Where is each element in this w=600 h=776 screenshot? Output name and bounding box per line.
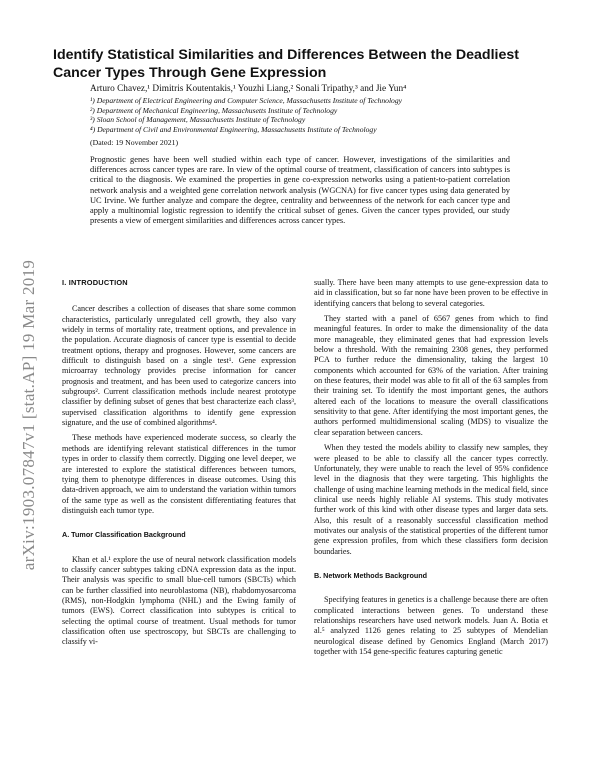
right-column: [314, 278, 548, 662]
body-paragraph: They started with a panel of 6567 genes from which to find meaningful features. In order to make the dimensionality of the data more manageable, they eliminated genes that had expression levels below a threshold. With the remaining 2308 genes, they performed PCA to further reduce the dimensionality, taking the largest 10 components which accounted for 63% of the variation. After training on these features, their model was able to fit all of the 63 samples from their training set. To identify the most important genes, the authors altered each of the locations to measure the overall classifications sensitivity to that gene. After identifying the most important genes, the authors performed multidimensional scaling (MDS) to visualize the clear separation between cancers.: [314, 314, 548, 437]
arxiv-identifier-sidebar: [14, 235, 44, 595]
affiliation-item: ⁴) Department of Civil and Environmental Engineering, Massachusetts Institute of Technology: [90, 124, 377, 134]
section-heading-introduction: I. INTRODUCTION: [62, 278, 128, 287]
affiliation-list: [90, 96, 402, 134]
date-line: (Dated: 19 November 2021): [90, 138, 179, 147]
subsection-heading-tumor-classification: A. Tumor Classification Background: [62, 530, 186, 540]
left-column: [62, 278, 296, 653]
affiliation-item: ³) Sloan School of Management, Massachusetts Institute of Technology: [90, 115, 306, 125]
arxiv-identifier-text: arXiv:1903.07847v1 [stat.AP] 19 Mar 2019: [19, 259, 39, 571]
body-paragraph: Cancer describes a collection of diseases that share some common characteristics, particularly unregulated cell growth, they also vary widely in terms of mortality rate, treatment options, and prevalence in the population. Accurate diagnosis of cancer type is essential to decide treatment options, therapy and prognoses. However, some cancers are difficult to distinguish based on a single test¹. Gene expression microarray technology provides precise information for cancer prognosis and treatment, and has been used to categorize cancers into subgroups². Current classification methods include nearest prototype classifier by defining subset of genes that best characterize each class³, supervised classification algorithms to identify gene expression signature, and the use of combined algorithms⁴.: [62, 304, 296, 428]
body-paragraph: Khan et al.¹ explore the use of neural network classification models to classify cancer subtypes taking cDNA expression data as the input. Their analysis was specific to small blue-cell tumors (SBCTs) which can be further classified into neuroblastoma (NB), rhabdomyosarcoma (RMS), non-Hodgkin lymphoma (NHL) and the Ewing family of tumors (EWS). Correct classification into subtypes is critical to selecting the optimal course of treatment. Usual methods for tumor classification often use spectroscopy, but SBCTs are challenging to classify vi-: [62, 554, 296, 647]
subsection-heading-network-methods: B. Network Methods Background: [314, 570, 428, 580]
affiliation-item: ¹) Department of Electrical Engineering and Computer Science, Massachusetts Institute of Technology: [90, 96, 403, 105]
paper-title: Identify Statistical Similarities and Differences Between the Deadliest Cancer Types Through Gene Expression: [53, 47, 519, 81]
body-paragraph: Specifying features in genetics is a challenge because there are often complicated interactions between genes. To understand these relationships researchers have used network models. Juan A. Botia et al.⁵ analyzed 1126 genes relating to 25 subtypes of Mendelian neurological disease defined by Genomics England (March 2017) together with 154 gene-specific features capturing genetic: [314, 595, 548, 656]
body-paragraph: These methods have experienced moderate success, so clearly the methods are identifying relevant statistical differences in the tumor types in order to classify them correctly. Digging one level deeper, we are interested to explore the statistical differences between tumors, tying them to phenotype differences in disease outcomes. Using this data-driven approach, we aim to understand the variation within tumors of the same type as well as the consistent differentiating features that distinguish each tumor type.: [62, 433, 296, 515]
body-paragraph: sually. There have been many attempts to use gene-expression data to aid in classification, but so far none have been proven to be effective in identifying cancers that belong to several categories.: [314, 278, 548, 308]
affiliation-item: ²) Department of Mechanical Engineering, Massachusetts Institute of Technology: [90, 105, 338, 115]
body-paragraph: When they tested the models ability to classify new samples, they were pleased to be able to classify all the cancer types correctly. Unfortunately, they were unable to reach the level of 95% confidence level in the diagnosis that they were targeting. This highlights the challenge of using machine learning methods in the medical field, since clinical use needs highly reliable AI systems. This study motivates further work of this kind with other disease types and larger data sets. Also, this result of a reasonably successful classification method motivates our analysis of the statistical properties of the different tumor gene expression profiles, from which these classifiers form decision boundaries.: [314, 443, 548, 556]
abstract: Prognostic genes have been well studied within each type of cancer. However, investigations of the similarities and differences across cancer types are rare. In view of the optimal course of treatment, classification of cancers into subtypes is critical to the diagnosis. We examined the properties in gene co-expression networks using a patient-to-patient correlation network analysis and a weighted gene correlation network analysis (WGCNA) for five cancer types using data generated by UC Irvine. We further analyze and compare the degree, centrality and betweenness of the network for each cancer type and apply a multinomial logistic regression to identify the critical subset of genes. Given the cancer types provided, our study presents a view of emergent similarities and differences across cancer types.: [90, 155, 510, 226]
author-list: Arturo Chavez,¹ Dimitris Koutentakis,¹ Youzhi Liang,² Sonali Tripathy,³ and Jie Yun⁴: [90, 84, 407, 94]
